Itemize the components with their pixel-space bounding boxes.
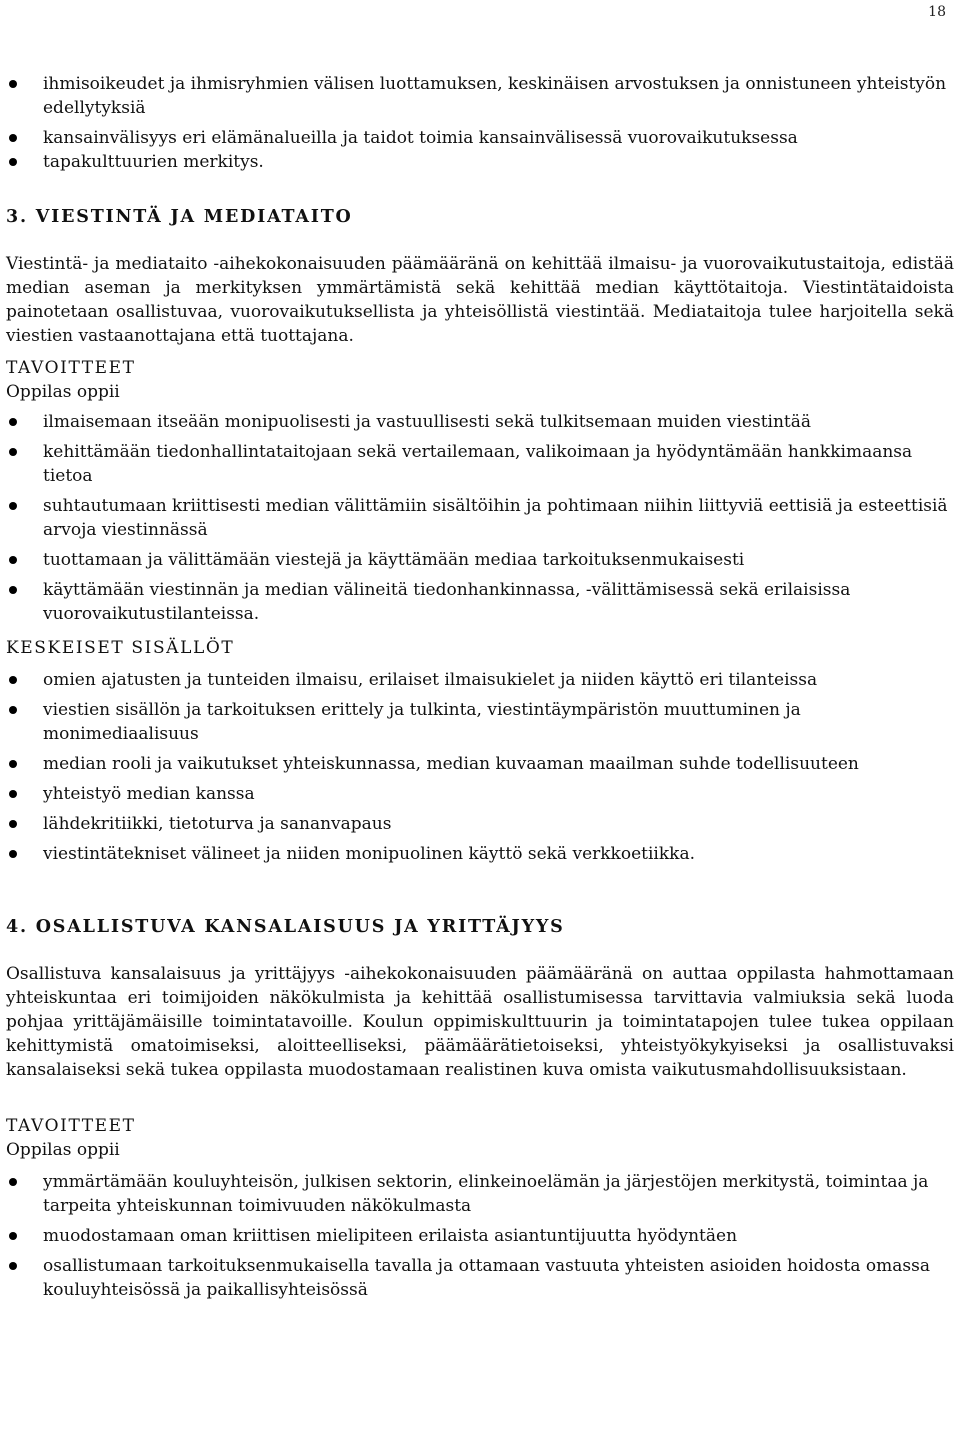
list-item: ymmärtämään kouluyhteisön, julkisen sektorin, elinkeinoelämän ja järjestöjen merkitystä, toimintaa ja tarpeita yhteiskunnan toimivuuden näkökulmasta bbox=[6, 1170, 954, 1218]
list-item: ihmisoikeudet ja ihmisryhmien välisen luottamuksen, keskinäisen arvostuksen ja onnistuneen yhteistyön edellytyksiä bbox=[6, 72, 954, 120]
section-4-title: 4. OSALLISTUVA KANSALAISUUS JA YRITTÄJYYS bbox=[6, 917, 565, 937]
list-item: omien ajatusten ja tunteiden ilmaisu, erilaiset ilmaisukielet ja niiden käyttö eri tilanteissa bbox=[6, 668, 954, 692]
list-item: lähdekritiikki, tietoturva ja sananvapaus bbox=[6, 812, 954, 836]
list-item: ilmaisemaan itseään monipuolisesti ja vastuullisesti sekä tulkitsemaan muiden viestintää bbox=[6, 410, 954, 434]
intro-bullet-list bbox=[6, 72, 954, 174]
section-3-content-heading: KESKEISET SISÄLLÖT bbox=[6, 638, 235, 658]
list-item: viestintätekniset välineet ja niiden monipuolinen käyttö sekä verkkoetiikka. bbox=[6, 842, 954, 866]
section-4-goals-heading: TAVOITTEET bbox=[6, 1116, 136, 1136]
section-3-paragraph: Viestintä- ja mediataito -aihekokonaisuuden päämääränä on kehittää ilmaisu- ja vuorovaikutustaitoja, edistää median aseman ja merkityksen ymmärtämistä sekä kehittää median käyttötaitoja. Viestintätaidoista painotetaan osallistuvaa, vuorovaikutuksellista ja yhteisöllistä viestintää. Mediataitoja tulee harjoitella sekä viestien vastaanottajana että tuottajana. bbox=[6, 254, 954, 346]
section-3-goals-list bbox=[6, 410, 954, 626]
list-item: viestien sisällön ja tarkoituksen erittely ja tulkinta, viestintäympäristön muuttuminen ja monimediaalisuus bbox=[6, 698, 954, 746]
section-4-goals-list bbox=[6, 1170, 954, 1302]
document-body bbox=[6, 72, 954, 1308]
list-item: tuottamaan ja välittämään viestejä ja käyttämään mediaa tarkoituksenmukaisesti bbox=[6, 548, 954, 572]
section-4-paragraph: Osallistuva kansalaisuus ja yrittäjyys -aihekokonaisuuden päämääränä on auttaa oppilasta hahmottamaan yhteiskuntaa eri toimijoiden näkökulmista ja kehittää osallistumisessa tarvittavia valmiuksia sekä luoda pohjaa yrittäjämäisille toimintatavoille. Koulun oppimiskulttuurin ja toimintatapojen tulee tukea oppilaan kehittymistä omatoimiseksi, aloitteelliseksi, päämäärätietoiseksi, yhteistyökykyiseksi ja osallistuvaksi kansalaiseksi sekä tukea oppilasta muodostamaan realistinen kuva omista vaikutusmahdollisuuksistaan. bbox=[6, 964, 954, 1080]
list-item: käyttämään viestinnän ja median välineitä tiedonhankinnassa, -välittämisessä sekä erilaisissa vuorovaikutustilanteissa. bbox=[6, 578, 954, 626]
section-3-title: 3. VIESTINTÄ JA MEDIATAITO bbox=[6, 207, 353, 227]
list-item: yhteistyö median kanssa bbox=[6, 782, 954, 806]
list-item: median rooli ja vaikutukset yhteiskunnassa, median kuvaaman maailman suhde todellisuuteen bbox=[6, 752, 954, 776]
list-item: tapakulttuurien merkitys. bbox=[6, 150, 954, 174]
list-item: kehittämään tiedonhallintataitojaan sekä vertailemaan, valikoimaan ja hyödyntämään hankkimaansa tietoa bbox=[6, 440, 954, 488]
list-item: osallistumaan tarkoituksenmukaisella tavalla ja ottamaan vastuuta yhteisten asioiden hoidosta omassa kouluyhteisössä ja paikallisyhteisössä bbox=[6, 1254, 954, 1302]
page-number: 18 bbox=[928, 4, 946, 20]
section-3-goals-intro: Oppilas oppii bbox=[6, 382, 120, 402]
section-3-content-list bbox=[6, 668, 954, 866]
list-item: kansainvälisyys eri elämänalueilla ja taidot toimia kansainvälisessä vuorovaikutuksessa bbox=[6, 126, 954, 150]
section-4-goals-intro: Oppilas oppii bbox=[6, 1140, 120, 1160]
section-3-goals-heading: TAVOITTEET bbox=[6, 358, 136, 378]
list-item: muodostamaan oman kriittisen mielipiteen erilaista asiantuntijuutta hyödyntäen bbox=[6, 1224, 954, 1248]
list-item: suhtautumaan kriittisesti median välittämiin sisältöihin ja pohtimaan niihin liittyviä eettisiä ja esteettisiä arvoja viestinnässä bbox=[6, 494, 954, 542]
